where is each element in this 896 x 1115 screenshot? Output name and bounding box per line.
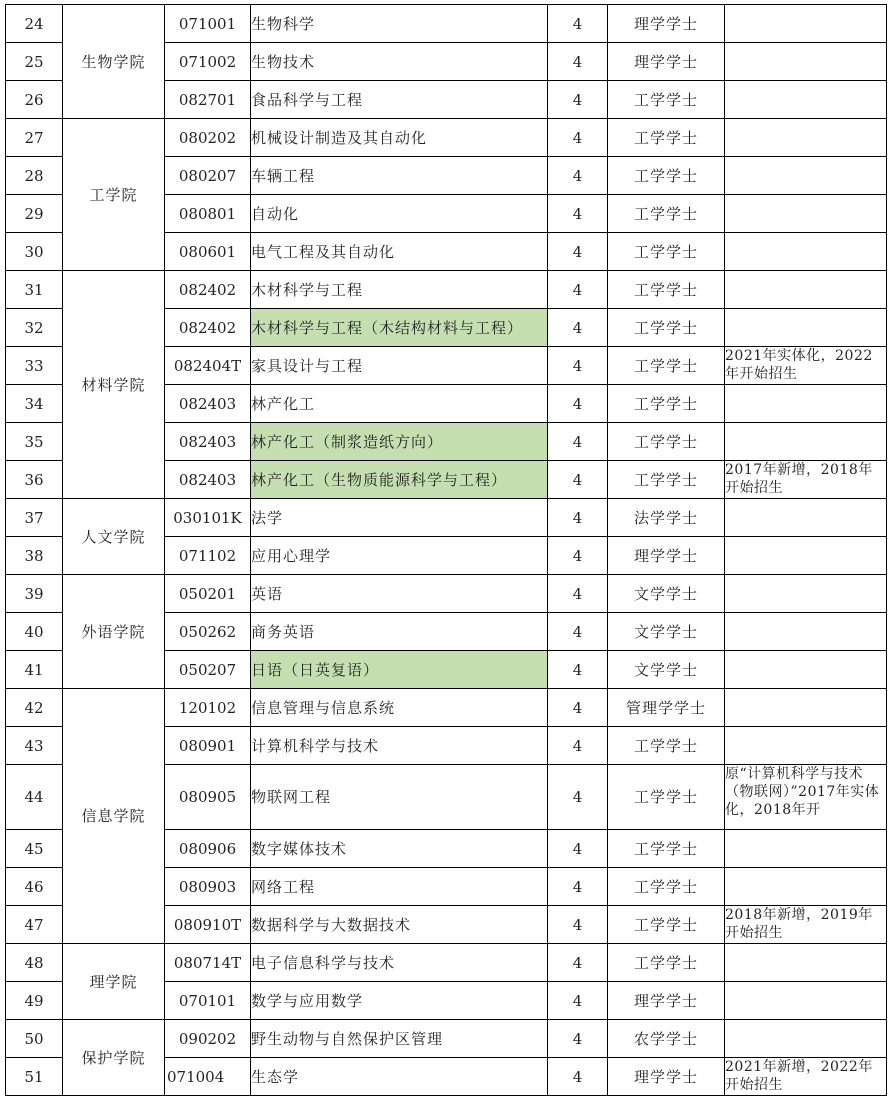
major-name: 法学 bbox=[251, 499, 548, 537]
major-code: 082404T bbox=[165, 347, 251, 385]
table-row bbox=[6, 944, 887, 982]
degree-type: 工学学士 bbox=[608, 81, 725, 119]
study-years: 4 bbox=[548, 119, 608, 157]
degree-type: 文学学士 bbox=[608, 613, 725, 651]
major-code: 030101K bbox=[165, 499, 251, 537]
note-cell bbox=[725, 423, 887, 461]
college-name: 信息学院 bbox=[63, 689, 165, 944]
study-years: 4 bbox=[548, 613, 608, 651]
degree-type: 农学学士 bbox=[608, 1020, 725, 1058]
major-code: 082403 bbox=[165, 461, 251, 499]
college-name: 材料学院 bbox=[63, 271, 165, 499]
note-text bbox=[725, 537, 886, 574]
row-index: 50 bbox=[6, 1020, 63, 1058]
study-years: 4 bbox=[548, 195, 608, 233]
note-text bbox=[725, 651, 886, 688]
note-text bbox=[725, 499, 886, 536]
study-years: 4 bbox=[548, 347, 608, 385]
note-text bbox=[725, 613, 886, 650]
note-cell bbox=[725, 195, 887, 233]
row-index: 49 bbox=[6, 982, 63, 1020]
note-cell bbox=[725, 499, 887, 537]
note-text bbox=[725, 689, 886, 726]
major-name: 车辆工程 bbox=[251, 157, 548, 195]
row-index: 38 bbox=[6, 537, 63, 575]
study-years: 4 bbox=[548, 43, 608, 81]
degree-type: 理学学士 bbox=[608, 5, 725, 43]
note-text: 2017年新增，2018年开始招生 bbox=[725, 462, 873, 496]
study-years: 4 bbox=[548, 271, 608, 309]
note-text bbox=[725, 309, 886, 346]
note-text bbox=[725, 944, 886, 981]
study-years: 4 bbox=[548, 689, 608, 727]
note-cell bbox=[725, 385, 887, 423]
major-name: 机械设计制造及其自动化 bbox=[251, 119, 548, 157]
row-index: 36 bbox=[6, 461, 63, 499]
row-index: 45 bbox=[6, 830, 63, 868]
degree-type: 工学学士 bbox=[608, 347, 725, 385]
major-name: 日语（日英复语） bbox=[251, 651, 548, 689]
row-index: 25 bbox=[6, 43, 63, 81]
study-years: 4 bbox=[548, 651, 608, 689]
study-years: 4 bbox=[548, 537, 608, 575]
degree-type: 工学学士 bbox=[608, 423, 725, 461]
major-code: 080906 bbox=[165, 830, 251, 868]
table-row bbox=[6, 689, 887, 727]
major-name: 电子信息科学与技术 bbox=[251, 944, 548, 982]
degree-type: 文学学士 bbox=[608, 651, 725, 689]
college-name: 理学院 bbox=[63, 944, 165, 1020]
row-index: 32 bbox=[6, 309, 63, 347]
major-code: 082701 bbox=[165, 81, 251, 119]
majors-table bbox=[5, 4, 887, 1096]
table-row bbox=[6, 575, 887, 613]
study-years: 4 bbox=[548, 309, 608, 347]
note-cell bbox=[725, 119, 887, 157]
major-name: 信息管理与信息系统 bbox=[251, 689, 548, 727]
degree-type: 工学学士 bbox=[608, 944, 725, 982]
major-code: 050201 bbox=[165, 575, 251, 613]
note-text bbox=[725, 575, 886, 612]
major-code: 080905 bbox=[165, 765, 251, 830]
table-row bbox=[6, 119, 887, 157]
major-code: 071004 bbox=[165, 1058, 251, 1096]
study-years: 4 bbox=[548, 575, 608, 613]
major-name: 计算机科学与技术 bbox=[251, 727, 548, 765]
note-cell bbox=[725, 944, 887, 982]
degree-type: 理学学士 bbox=[608, 1058, 725, 1096]
note-cell bbox=[725, 575, 887, 613]
note-cell bbox=[725, 461, 887, 499]
row-index: 30 bbox=[6, 233, 63, 271]
degree-type: 管理学学士 bbox=[608, 689, 725, 727]
study-years: 4 bbox=[548, 906, 608, 944]
note-text bbox=[725, 157, 886, 194]
note-cell bbox=[725, 906, 887, 944]
major-name: 应用心理学 bbox=[251, 537, 548, 575]
degree-type: 理学学士 bbox=[608, 43, 725, 81]
major-name: 数据科学与大数据技术 bbox=[251, 906, 548, 944]
major-code: 080903 bbox=[165, 868, 251, 906]
note-cell bbox=[725, 271, 887, 309]
degree-type: 工学学士 bbox=[608, 385, 725, 423]
note-cell bbox=[725, 830, 887, 868]
major-code: 071102 bbox=[165, 537, 251, 575]
study-years: 4 bbox=[548, 1020, 608, 1058]
study-years: 4 bbox=[548, 5, 608, 43]
major-name: 生态学 bbox=[251, 1058, 548, 1096]
major-code: 050207 bbox=[165, 651, 251, 689]
major-name: 数学与应用数学 bbox=[251, 982, 548, 1020]
study-years: 4 bbox=[548, 830, 608, 868]
note-cell bbox=[725, 868, 887, 906]
college-name: 人文学院 bbox=[63, 499, 165, 575]
row-index: 47 bbox=[6, 906, 63, 944]
major-code: 050262 bbox=[165, 613, 251, 651]
table-row bbox=[6, 271, 887, 309]
note-text bbox=[725, 982, 886, 1019]
row-index: 29 bbox=[6, 195, 63, 233]
note-text bbox=[725, 81, 886, 118]
study-years: 4 bbox=[548, 765, 608, 830]
major-code: 090202 bbox=[165, 1020, 251, 1058]
note-cell bbox=[725, 537, 887, 575]
college-name: 工学院 bbox=[63, 119, 165, 271]
row-index: 44 bbox=[6, 765, 63, 830]
major-code: 080601 bbox=[165, 233, 251, 271]
note-cell bbox=[725, 233, 887, 271]
row-index: 35 bbox=[6, 423, 63, 461]
note-cell bbox=[725, 5, 887, 43]
note-text bbox=[725, 727, 886, 764]
degree-type: 工学学士 bbox=[608, 461, 725, 499]
major-code: 082402 bbox=[165, 271, 251, 309]
row-index: 43 bbox=[6, 727, 63, 765]
study-years: 4 bbox=[548, 1058, 608, 1096]
major-code: 080901 bbox=[165, 727, 251, 765]
row-index: 34 bbox=[6, 385, 63, 423]
table-row bbox=[6, 5, 887, 43]
major-code: 082403 bbox=[165, 385, 251, 423]
major-name: 木材科学与工程 bbox=[251, 271, 548, 309]
note-text bbox=[725, 119, 886, 156]
major-name: 英语 bbox=[251, 575, 548, 613]
note-cell bbox=[725, 157, 887, 195]
major-code: 080801 bbox=[165, 195, 251, 233]
major-code: 071001 bbox=[165, 5, 251, 43]
degree-type: 工学学士 bbox=[608, 157, 725, 195]
degree-type: 工学学士 bbox=[608, 195, 725, 233]
degree-type: 工学学士 bbox=[608, 233, 725, 271]
note-cell bbox=[725, 727, 887, 765]
study-years: 4 bbox=[548, 157, 608, 195]
note-cell bbox=[725, 1058, 887, 1096]
degree-type: 工学学士 bbox=[608, 868, 725, 906]
row-index: 33 bbox=[6, 347, 63, 385]
note-text bbox=[725, 385, 886, 422]
degree-type: 工学学士 bbox=[608, 727, 725, 765]
major-name: 林产化工（制浆造纸方向） bbox=[251, 423, 548, 461]
row-index: 40 bbox=[6, 613, 63, 651]
row-index: 27 bbox=[6, 119, 63, 157]
degree-type: 工学学士 bbox=[608, 271, 725, 309]
study-years: 4 bbox=[548, 727, 608, 765]
major-name: 野生动物与自然保护区管理 bbox=[251, 1020, 548, 1058]
note-text: 原“计算机科学与技术（物联网）”2017年实体化，2018年开 bbox=[725, 766, 880, 818]
row-index: 41 bbox=[6, 651, 63, 689]
major-name: 生物科学 bbox=[251, 5, 548, 43]
study-years: 4 bbox=[548, 385, 608, 423]
study-years: 4 bbox=[548, 499, 608, 537]
study-years: 4 bbox=[548, 982, 608, 1020]
note-text bbox=[725, 5, 886, 42]
major-name: 家具设计与工程 bbox=[251, 347, 548, 385]
note-text bbox=[725, 423, 886, 460]
row-index: 46 bbox=[6, 868, 63, 906]
row-index: 31 bbox=[6, 271, 63, 309]
note-text bbox=[725, 43, 886, 80]
note-text bbox=[725, 1020, 886, 1057]
major-name: 生物技术 bbox=[251, 43, 548, 81]
table-row bbox=[6, 499, 887, 537]
note-text: 2021年新增，2022年开始招生 bbox=[725, 1059, 873, 1093]
row-index: 48 bbox=[6, 944, 63, 982]
note-text bbox=[725, 233, 886, 270]
major-name: 电气工程及其自动化 bbox=[251, 233, 548, 271]
college-name: 生物学院 bbox=[63, 5, 165, 119]
note-text: 2021年实体化，2022年开始招生 bbox=[725, 348, 873, 382]
study-years: 4 bbox=[548, 423, 608, 461]
college-name: 保护学院 bbox=[63, 1020, 165, 1096]
note-text bbox=[725, 271, 886, 308]
major-code: 080202 bbox=[165, 119, 251, 157]
major-name: 食品科学与工程 bbox=[251, 81, 548, 119]
major-code: 080714T bbox=[165, 944, 251, 982]
degree-type: 工学学士 bbox=[608, 830, 725, 868]
note-cell bbox=[725, 613, 887, 651]
major-code: 082403 bbox=[165, 423, 251, 461]
row-index: 24 bbox=[6, 5, 63, 43]
degree-type: 工学学士 bbox=[608, 765, 725, 830]
row-index: 42 bbox=[6, 689, 63, 727]
note-cell bbox=[725, 347, 887, 385]
degree-type: 工学学士 bbox=[608, 906, 725, 944]
note-cell bbox=[725, 689, 887, 727]
study-years: 4 bbox=[548, 81, 608, 119]
row-index: 39 bbox=[6, 575, 63, 613]
major-name: 林产化工 bbox=[251, 385, 548, 423]
college-name: 外语学院 bbox=[63, 575, 165, 689]
note-text: 2018年新增，2019年开始招生 bbox=[725, 907, 873, 941]
note-cell bbox=[725, 651, 887, 689]
note-text bbox=[725, 830, 886, 867]
note-text bbox=[725, 868, 886, 905]
degree-type: 理学学士 bbox=[608, 537, 725, 575]
major-code: 080207 bbox=[165, 157, 251, 195]
major-name: 商务英语 bbox=[251, 613, 548, 651]
study-years: 4 bbox=[548, 868, 608, 906]
note-text bbox=[725, 195, 886, 232]
study-years: 4 bbox=[548, 944, 608, 982]
major-name: 自动化 bbox=[251, 195, 548, 233]
note-cell bbox=[725, 765, 887, 830]
degree-type: 文学学士 bbox=[608, 575, 725, 613]
study-years: 4 bbox=[548, 461, 608, 499]
majors-table-body bbox=[6, 5, 887, 1096]
major-name: 林产化工（生物质能源科学与工程） bbox=[251, 461, 548, 499]
major-code: 082402 bbox=[165, 309, 251, 347]
row-index: 28 bbox=[6, 157, 63, 195]
major-code: 080910T bbox=[165, 906, 251, 944]
study-years: 4 bbox=[548, 233, 608, 271]
degree-type: 法学学士 bbox=[608, 499, 725, 537]
major-code: 120102 bbox=[165, 689, 251, 727]
table-row bbox=[6, 1020, 887, 1058]
note-cell bbox=[725, 1020, 887, 1058]
major-code: 070101 bbox=[165, 982, 251, 1020]
degree-type: 理学学士 bbox=[608, 982, 725, 1020]
row-index: 51 bbox=[6, 1058, 63, 1096]
note-cell bbox=[725, 81, 887, 119]
degree-type: 工学学士 bbox=[608, 309, 725, 347]
row-index: 26 bbox=[6, 81, 63, 119]
major-name: 物联网工程 bbox=[251, 765, 548, 830]
major-name: 网络工程 bbox=[251, 868, 548, 906]
major-name: 木材科学与工程（木结构材料与工程） bbox=[251, 309, 548, 347]
note-cell bbox=[725, 309, 887, 347]
note-cell bbox=[725, 982, 887, 1020]
row-index: 37 bbox=[6, 499, 63, 537]
degree-type: 工学学士 bbox=[608, 119, 725, 157]
major-code: 071002 bbox=[165, 43, 251, 81]
major-name: 数字媒体技术 bbox=[251, 830, 548, 868]
note-cell bbox=[725, 43, 887, 81]
